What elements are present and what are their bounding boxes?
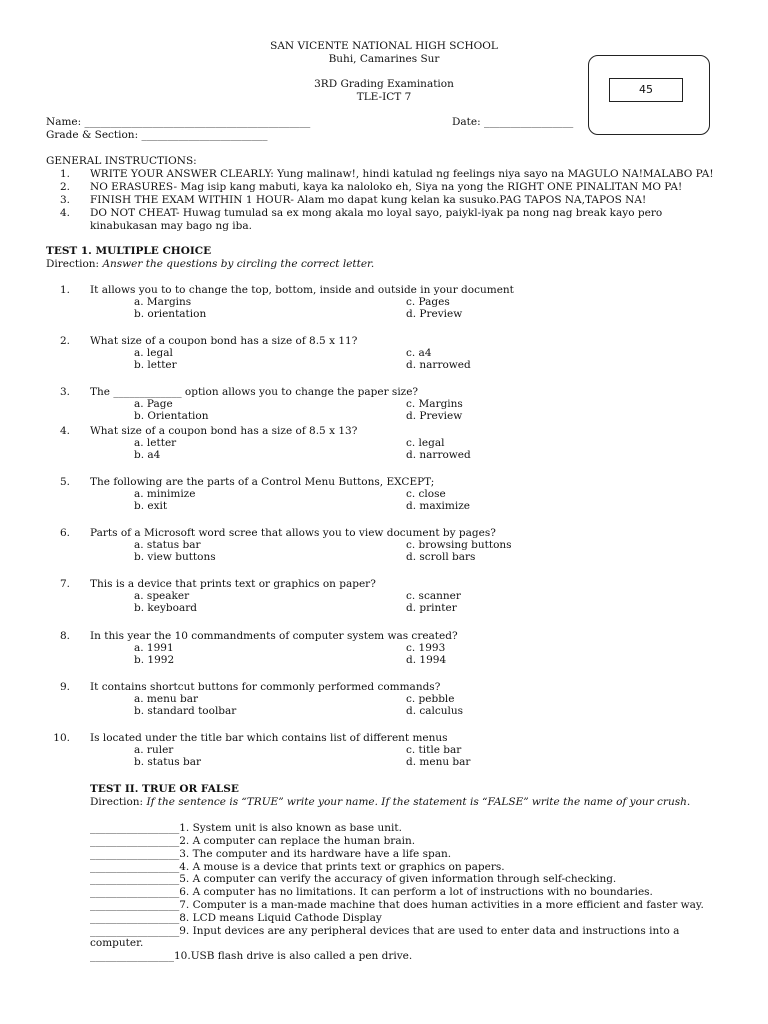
option-d[interactable]: d. narrowed [406,449,471,461]
question-number: 7. [59,578,70,590]
question-text: The following are the parts of a Control Menu Buttons, EXCEPT; [90,476,435,488]
true-false-item: _________________5. A computer can verify the accuracy of given information through self-checking. [90,873,617,885]
question-number: 5. [59,476,70,488]
question-number: 8. [59,630,70,642]
question-number: 1. [59,284,70,296]
instruction-number: 1. [59,168,70,180]
name-field: Name: ___________________________________________ [46,116,311,128]
option-c[interactable]: c. a4 [406,347,432,359]
option-b[interactable]: b. keyboard [134,602,197,614]
option-c[interactable]: c. Pages [406,296,450,308]
option-a[interactable]: a. menu bar [134,693,198,705]
instruction-text-continued: kinabukasan may bago ng iba. [90,220,252,232]
option-d[interactable]: d. scroll bars [406,551,476,563]
question-number: 4. [59,425,70,437]
true-false-item: ________________10.USB flash drive is also called a pen drive. [90,950,413,962]
option-c[interactable]: c. Margins [406,398,463,410]
true-false-item: _________________7. Computer is a man-made machine that does human activities in a more efficient and faster way. [90,899,704,911]
true-false-item: _________________6. A computer has no limitations. It can perform a lot of instructions with no boundaries. [90,886,653,898]
question-text: This is a device that prints text or graphics on paper? [90,578,376,590]
question-number: 3. [59,386,70,398]
test2-direction-text: If the sentence is “TRUE” write your name. If the statement is “FALSE” write the name of your crush. [146,796,691,808]
question-number: 10. [53,732,70,744]
question-text: In this year the 10 commandments of computer system was created? [90,630,458,642]
option-a[interactable]: a. legal [134,347,173,359]
option-d[interactable]: d. narrowed [406,359,471,371]
test1-direction-text: Answer the questions by circling the correct letter. [102,258,375,270]
score-value: 45 [609,78,683,102]
option-c[interactable]: c. scanner [406,590,461,602]
option-c[interactable]: c. browsing buttons [406,539,512,551]
option-b[interactable]: b. status bar [134,756,201,768]
option-a[interactable]: a. 1991 [134,642,174,654]
option-d[interactable]: d. menu bar [406,756,471,768]
instructions-heading: GENERAL INSTRUCTIONS: [46,155,197,167]
true-false-item: _________________8. LCD means Liquid Cathode Display [90,912,382,924]
test1-direction-label: Direction: [46,258,100,270]
option-b[interactable]: b. exit [134,500,168,512]
instruction-text: NO ERASURES- Mag isip kang mabuti, kaya ka naloloko eh, Siya na yong the RIGHT ONE PINALITAN MO PA! [90,181,683,193]
option-b[interactable]: b. view buttons [134,551,216,563]
option-b[interactable]: b. orientation [134,308,207,320]
question-text: Parts of a Microsoft word scree that allows you to view document by pages? [90,527,496,539]
school-name: SAN VICENTE NATIONAL HIGH SCHOOL [270,40,498,52]
option-c[interactable]: c. pebble [406,693,455,705]
option-d[interactable]: d. 1994 [406,654,447,666]
question-text: What size of a coupon bond has a size of 8.5 x 11? [90,335,358,347]
option-b[interactable]: b. 1992 [134,654,175,666]
question-text: It allows you to to change the top, bottom, inside and outside in your document [90,284,514,296]
exam-title: 3RD Grading Examination [314,78,454,90]
instruction-text: DO NOT CHEAT- Huwag tumulad sa ex mong akala mo loyal sayo, paiykl-iyak pa nong nag break kayo pero [90,207,663,219]
option-a[interactable]: a. minimize [134,488,196,500]
option-c[interactable]: c. title bar [406,744,462,756]
question-text: The _____________ option allows you to change the paper size? [90,386,419,398]
question-text: What size of a coupon bond has a size of 8.5 x 13? [90,425,358,437]
school-location: Buhi, Camarines Sur [328,53,440,65]
true-false-item: _________________3. The computer and its hardware have a life span. [90,848,452,860]
test1-title: TEST 1. MULTIPLE CHOICE [46,245,212,257]
option-a[interactable]: a. status bar [134,539,201,551]
question-number: 6. [59,527,70,539]
option-c[interactable]: c. 1993 [406,642,446,654]
option-a[interactable]: a. Page [134,398,173,410]
option-d[interactable]: d. printer [406,602,457,614]
true-false-item: computer. [90,937,144,949]
test1-direction [46,258,374,271]
question-number: 2. [59,335,70,347]
instruction-text: FINISH THE EXAM WITHIN 1 HOUR- Alam mo dapat kung kelan ka susuko.PAG TAPOS NA,TAPOS NA! [90,194,647,206]
subject-title: TLE-ICT 7 [356,91,412,103]
option-d[interactable]: d. calculus [406,705,464,717]
instruction-number: 4. [59,207,70,219]
instruction-text: WRITE YOUR ANSWER CLEARLY: Yung malinaw!, hindi katulad ng feelings niya sayo na MAGULO NA!MALABO PA! [90,168,714,180]
instruction-number: 3. [59,194,70,206]
score-box [588,55,710,135]
true-false-item: _________________4. A mouse is a device that prints text or graphics on papers. [90,861,505,873]
option-a[interactable]: a. Margins [134,296,192,308]
option-c[interactable]: c. legal [406,437,445,449]
option-d[interactable]: d. maximize [406,500,470,512]
option-b[interactable]: b. Orientation [134,410,209,422]
option-b[interactable]: b. standard toolbar [134,705,237,717]
instruction-number: 2. [59,181,70,193]
true-false-item: _________________1. System unit is also known as base unit. [90,822,402,834]
question-number: 9. [59,681,70,693]
option-b[interactable]: b. a4 [134,449,161,461]
date-field: Date: _________________ [452,116,574,128]
option-c[interactable]: c. close [406,488,446,500]
question-text: It contains shortcut buttons for commonly performed commands? [90,681,441,693]
test2-direction-label: Direction: [90,796,144,808]
option-a[interactable]: a. letter [134,437,177,449]
grade-section-field: Grade & Section: ________________________ [46,129,268,141]
true-false-item: _________________9. Input devices are any peripheral devices that are used to enter data and instructions into a [90,925,680,937]
option-b[interactable]: b. letter [134,359,177,371]
option-d[interactable]: d. Preview [406,410,463,422]
question-text: Is located under the title bar which contains list of different menus [90,732,448,744]
test2-title: TEST II. TRUE OR FALSE [90,783,239,795]
true-false-item: _________________2. A computer can replace the human brain. [90,835,416,847]
option-a[interactable]: a. speaker [134,590,190,602]
test2-direction [90,796,690,809]
option-a[interactable]: a. ruler [134,744,174,756]
option-d[interactable]: d. Preview [406,308,463,320]
